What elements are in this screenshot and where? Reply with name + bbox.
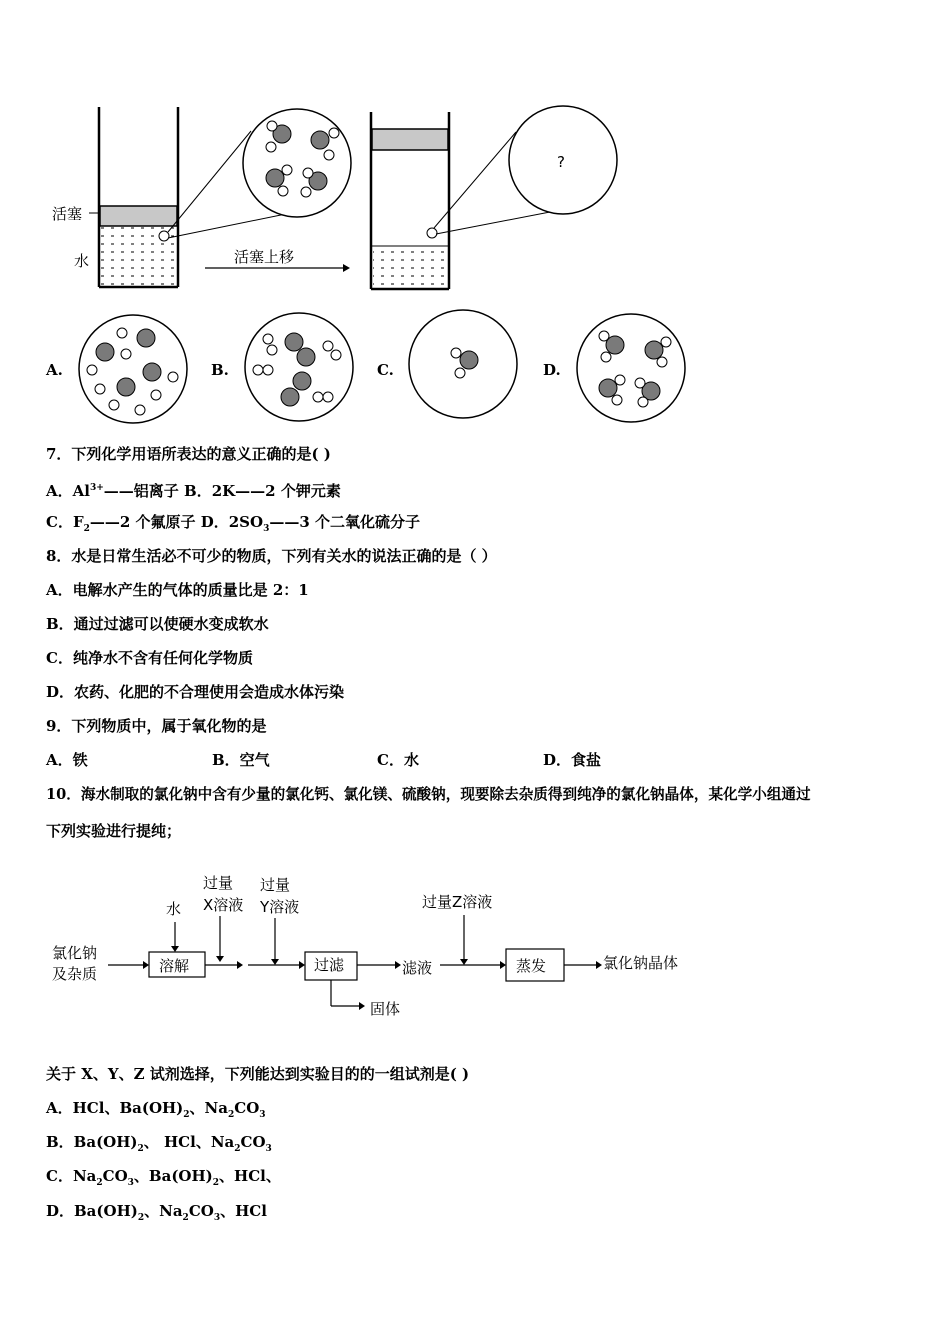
flow-excess-y: 过量 xyxy=(260,876,291,894)
q8-stem: 8．水是日常生活必不可少的物质，下列有关水的说法正确的是（ ） xyxy=(46,547,497,565)
cylinder-right xyxy=(371,112,449,289)
q9-option-c: C．水 xyxy=(377,751,419,769)
q6-option-a-label: A. xyxy=(46,361,63,379)
q8-option-c: C．纯净水不含有任何化学物质 xyxy=(46,649,253,667)
q9-option-d: D．食盐 xyxy=(543,751,602,769)
option-d-circle xyxy=(577,314,685,422)
q10-option-c: C．$Na_2CO_3$、$Ba(OH)_2$、HCl、 xyxy=(46,1167,281,1188)
option-b-circle xyxy=(245,313,353,421)
q9-stem: 9．下列物质中，属于氧化物的是 xyxy=(46,717,267,735)
flow-dissolve: 溶解 xyxy=(159,957,190,975)
q8-option-b: B．通过过滤可以使硬水变成软水 xyxy=(46,615,269,633)
flow-start-line2: 及杂质 xyxy=(52,965,98,983)
piston-figure xyxy=(0,0,950,440)
q10-stem-line1: 10．海水制取的氯化钠中含有少量的氯化钙、氯化镁、硫酸钠，现要除去杂质得到纯净的氯化钠晶体，某化学小组通过 xyxy=(46,786,811,803)
flow-water: 水 xyxy=(166,900,182,918)
flow-evaporate: 蒸发 xyxy=(516,957,547,975)
q9-option-b: B．空气 xyxy=(212,751,270,769)
flow-diagram xyxy=(0,860,950,1030)
flow-z-solution: 过量Z溶液 xyxy=(422,893,493,911)
q10-option-a: A．HCl、$Ba(OH)_2$、$Na_2CO_3$ xyxy=(46,1099,266,1120)
q10-question: 关于 X、Y、Z 试剂选择，下列能达到实验目的的一组试剂是( ) xyxy=(46,1065,470,1083)
flow-filter: 过滤 xyxy=(314,956,345,974)
piston-left xyxy=(100,206,177,226)
q8-option-a: A．电解水产生的气体的质量比是 2：1 xyxy=(46,581,309,599)
flow-y-solution: Y溶液 xyxy=(260,898,300,916)
q7-options-ab: A．$Al^{3+}——$铝离子 B．2K——2 个钾元素 xyxy=(46,482,341,500)
arrow-label: 活塞上移 xyxy=(234,248,295,266)
q6-option-d-label: D. xyxy=(543,361,561,379)
water-label: 水 xyxy=(74,252,90,270)
flow-filtrate: 滤液 xyxy=(402,959,433,977)
magnified-circle-left xyxy=(243,109,351,217)
cylinder-left xyxy=(99,107,178,287)
q10-option-b: B．$Ba(OH)_2$、 HCl、$Na_2CO_3$ xyxy=(46,1133,272,1154)
flow-x-solution: X溶液 xyxy=(203,896,244,914)
q10-stem-line2: 下列实验进行提纯； xyxy=(46,822,182,840)
q6-option-b-label: B. xyxy=(211,361,229,379)
q7-options-cd: C．$F_2——2$ 个氟原子 D．$2SO_3——3$ 个二氧化硫分子 xyxy=(46,513,421,534)
q10-option-d: D．$Ba(OH)_2$、$Na_2CO_3$、HCl xyxy=(46,1202,267,1223)
piston-label: 活塞 xyxy=(52,205,83,223)
q6-option-c-label: C. xyxy=(377,361,394,379)
flow-excess-x: 过量 xyxy=(203,874,234,892)
piston-right xyxy=(372,129,448,150)
question-mark: ? xyxy=(557,153,565,171)
option-c-circle xyxy=(409,310,517,418)
flow-solid: 固体 xyxy=(370,1000,401,1018)
q7-stem: 7．下列化学用语所表达的意义正确的是( ) xyxy=(46,445,331,463)
water-right xyxy=(373,248,447,288)
q8-option-d: D．农药、化肥的不合理使用会造成水体污染 xyxy=(46,683,345,701)
flow-start-line1: 氯化钠 xyxy=(52,944,98,962)
q9-option-a: A．铁 xyxy=(46,751,88,769)
option-a-circle xyxy=(79,315,187,423)
flow-product: 氯化钠晶体 xyxy=(603,954,679,972)
